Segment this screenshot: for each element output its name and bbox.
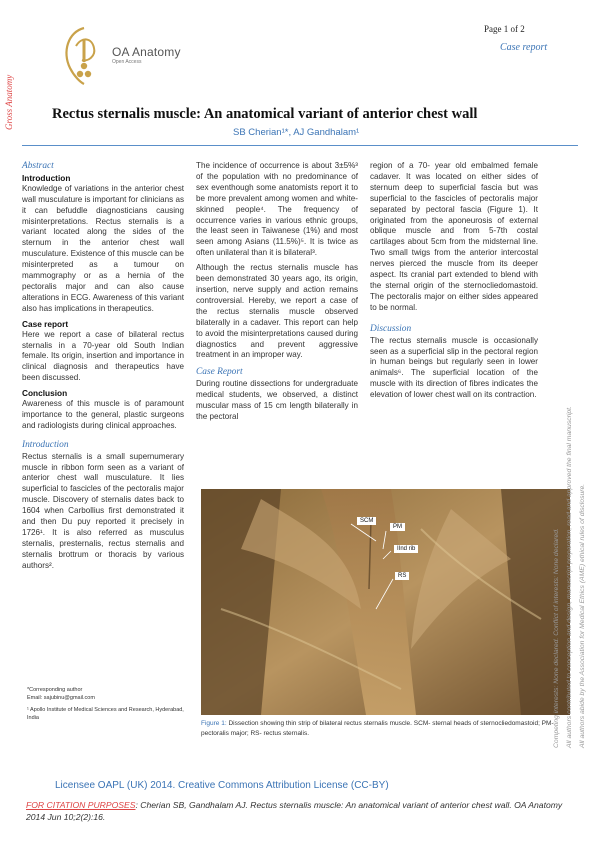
figure-label-rs: RS	[395, 572, 409, 580]
figure-label-iind-rib: IInd rib	[394, 545, 418, 553]
journal-subtitle: Open Access	[112, 59, 142, 65]
side-note-competing-interests: Competing interests: None declared. Conflict of interests: None declared.	[553, 528, 560, 748]
column-1	[22, 161, 184, 576]
dissection-figure-image	[201, 489, 570, 715]
citation-text: : Cherian SB, Gandhalam AJ. Rectus sternalis muscle: An anatomical variant of anterior chest wall. OA Anatomy 2014 Jun 10;2(2):16.	[26, 800, 563, 822]
journal-logo-icon	[58, 22, 110, 88]
abstract-conclusion-heading: Conclusion	[22, 388, 68, 399]
journal-name: OA Anatomy	[112, 45, 181, 59]
page-number: Page 1 of 2	[484, 24, 525, 34]
col3-paragraph-1: region of a 70- year old embalmed female cadaver. It was located on either sides of sternum deep to superficial fascia but was superficial to the fascicles of pectoralis major separated by pectoral fascia (Figure 1). It originated from the aponeurosis of external oblique muscle and from 5-7th costal cartilages about 5cm from the midsternal line. Two small twigs from the anterior intercostal nerves pierced the muscle from its deeper aspect. Its cranial part extended to blend with the sternal origin of the sternocliedomastoid. The pectoralis major on either sides appeared to be normal.	[370, 161, 538, 312]
side-note-ethics: All authors abide by the Association for Medical Ethics (AME) ethical rules of disclosure.	[579, 483, 586, 748]
figure-label-pm: PM	[390, 523, 405, 531]
article-type: Case report	[500, 42, 548, 53]
figure-caption-text: Dissection showing thin strip of bilateral rectus sternalis muscle. SCM- sternal heads of sternocliedomastoid; PM- pectoralis major; RS- rectus sternalis.	[201, 720, 554, 737]
column-3	[370, 161, 538, 405]
article-title: Rectus sternalis muscle: An anatomical variant of anterior chest wall	[52, 106, 478, 122]
figure-caption	[201, 719, 571, 738]
license-line: Licensee OAPL (UK) 2014. Creative Commons Attribution License (CC-BY)	[55, 780, 389, 791]
abstract-intro-heading: Introduction	[22, 172, 71, 183]
abstract-conclusion-text: Awareness of this muscle is of paramount importance to the general, plastic surgeons and radiologists during clinical approaches.	[22, 399, 184, 430]
abstract-heading: Abstract	[22, 161, 54, 171]
case-report-heading: Case Report	[196, 367, 243, 378]
introduction-text: Rectus sternalis is a small supernumerary muscle in ribbon form seen as a variant of anterior chest wall musculature. It lies superficial to fascicles of the pectoralis major muscle. Discovery of sternalis dates back to 1604 when Carbollius first demonstrated it and then Du puy reported it precisely in 1726¹. It is also referred as musculus sternalis, presternalis, rectus sternalis and sternalis brottrum or thoracis by various authors².	[22, 451, 184, 570]
col2-paragraph-1: The incidence of occurrence is about 3±5%³ of the population with no predominance of sex eventhough some anatomists report it to be more prevalent among women and white-skinned people⁴. The frequency of occurrence varies in various ethnic groups, the least seen in Taiwanese (1%) and most seen among Asians (11.5%)⁵. It is twice as often unilateral than it is bilateral³.	[196, 161, 358, 258]
footnotes	[27, 686, 187, 722]
discussion-heading: Discussion	[370, 323, 412, 334]
article-authors: SB Cherian¹*, AJ Gandhalam¹	[233, 127, 360, 138]
footnote-affiliation: ¹ Apollo Institute of Medical Sciences and Research, Hyderabad, India	[27, 707, 184, 721]
abstract-intro-text: Knowledge of variations in the anterior chest wall musculature is important for clinicians as it can befuddle diagnosticians causing misinterpretations. Rectus sternalis is a variant located along the sides of the sternum in the anterior chest wall musculature. Existence of this muscle can be misinterpreted as a tumour on mammography or as a hernia of the pectoralis major and can also cause alterations in ECG. Awareness of this variant also has implications in therapeutics.	[22, 183, 184, 313]
footnote-corresponding: *Corresponding author	[27, 687, 83, 693]
figure-caption-label: Figure 1:	[201, 720, 227, 727]
abstract-case-heading: Case report	[22, 318, 69, 329]
header-divider	[22, 145, 578, 146]
col2-paragraph-3: During routine dissections for undergraduate medical students, we observed, a distinct muscular mass of 15 cm length bilaterally in the pectoral	[196, 379, 358, 421]
column-2	[196, 161, 358, 427]
col3-paragraph-2: The rectus sternalis muscle is occasionally seen as a superficial slip in the pectoral region in human beings but regularly seen in lower animals⁶. The superficial location of the muscle with its direction of fibres indicates the elevation of lower chest wall on its contraction.	[370, 335, 538, 400]
figure-label-scm: SCM	[357, 517, 376, 525]
side-note-contributions: All authors contributed to conception and design, manuscript preparation, read and approved the final manuscript.	[566, 406, 573, 748]
introduction-heading: Introduction	[22, 439, 69, 450]
abstract-case-text: Here we report a case of bilateral rectus sternalis in a 70-year old South Indian female. Its origin, insertion and importance in clinical diagnosis and therapeutics have been discussed.	[22, 329, 184, 383]
section-label: Gross Anatomy	[4, 74, 14, 130]
citation-label: FOR CITATION PURPOSES	[26, 800, 136, 810]
citation-block	[26, 800, 574, 823]
footnote-email: Email: sajubinu@gmail.com	[27, 695, 95, 701]
col2-paragraph-2: Although the rectus sternalis muscle has been demonstrated 30 years ago, its origin, insertion, nerve supply and action remains controversial. Hereby, we report a case of the rectus sternalis muscle observed bilaterally in a cadaver. This report can help to avoid the misinterpretations caused during diagnostics and prevent aggressive treatment in an improper way.	[196, 263, 358, 360]
